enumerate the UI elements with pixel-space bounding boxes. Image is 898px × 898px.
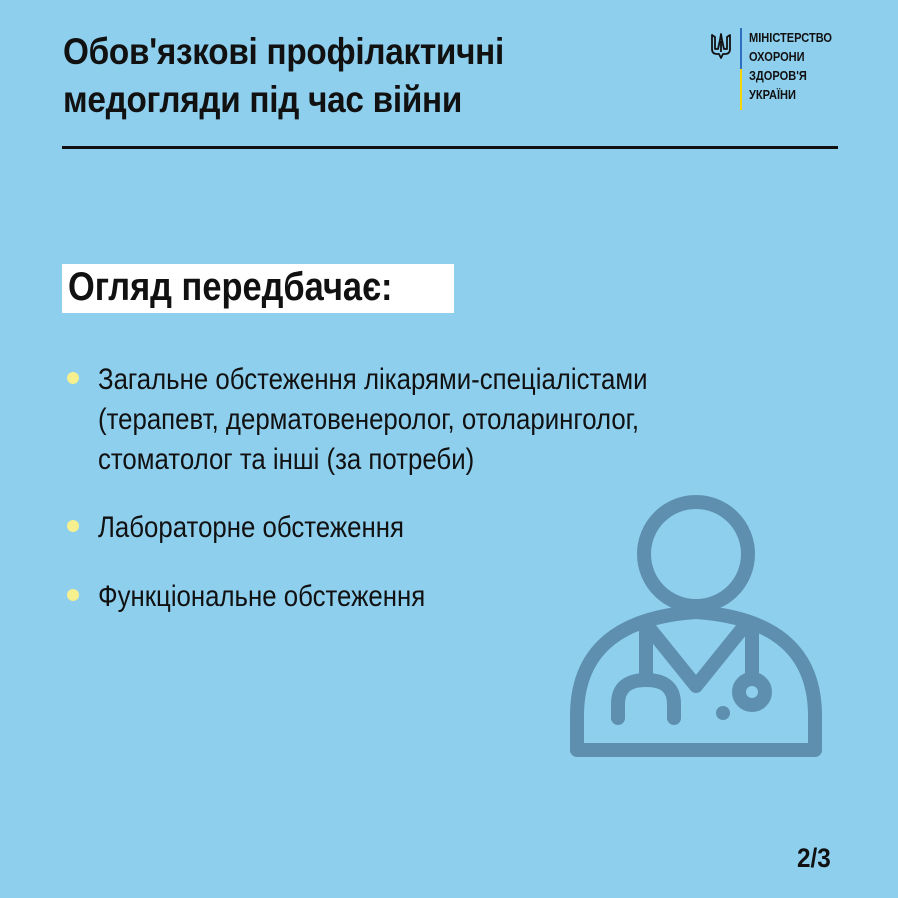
list-item-text: Лабораторне обстеження	[98, 511, 404, 544]
list-item-text: Загальне обстеження лікарями-спеціалістами (терапевт, дерматовенеролог, отоларинголог, стоматолог та інші (за потреби)	[98, 363, 648, 476]
bullet-icon	[67, 520, 79, 532]
flag-divider	[740, 28, 742, 110]
list-item-text: Функціональне обстеження	[98, 580, 426, 613]
page-number: 2/3	[797, 843, 831, 873]
ukraine-trident-icon	[710, 32, 732, 60]
doctor-icon	[560, 490, 840, 760]
bullet-icon	[67, 589, 79, 601]
ministry-name: МІНІСТЕРСТВО ОХОРОНИ ЗДОРОВ'Я УКРАЇНИ	[749, 30, 833, 102]
page-title: Обов'язкові профілактичні медогляди під час війни	[63, 31, 504, 120]
section-heading	[62, 264, 454, 313]
bullet-icon	[67, 372, 79, 384]
list-item	[66, 360, 898, 480]
header-divider	[62, 146, 838, 149]
section-heading-text: Огляд передбачає:	[68, 265, 393, 309]
ministry-logo	[710, 28, 859, 110]
